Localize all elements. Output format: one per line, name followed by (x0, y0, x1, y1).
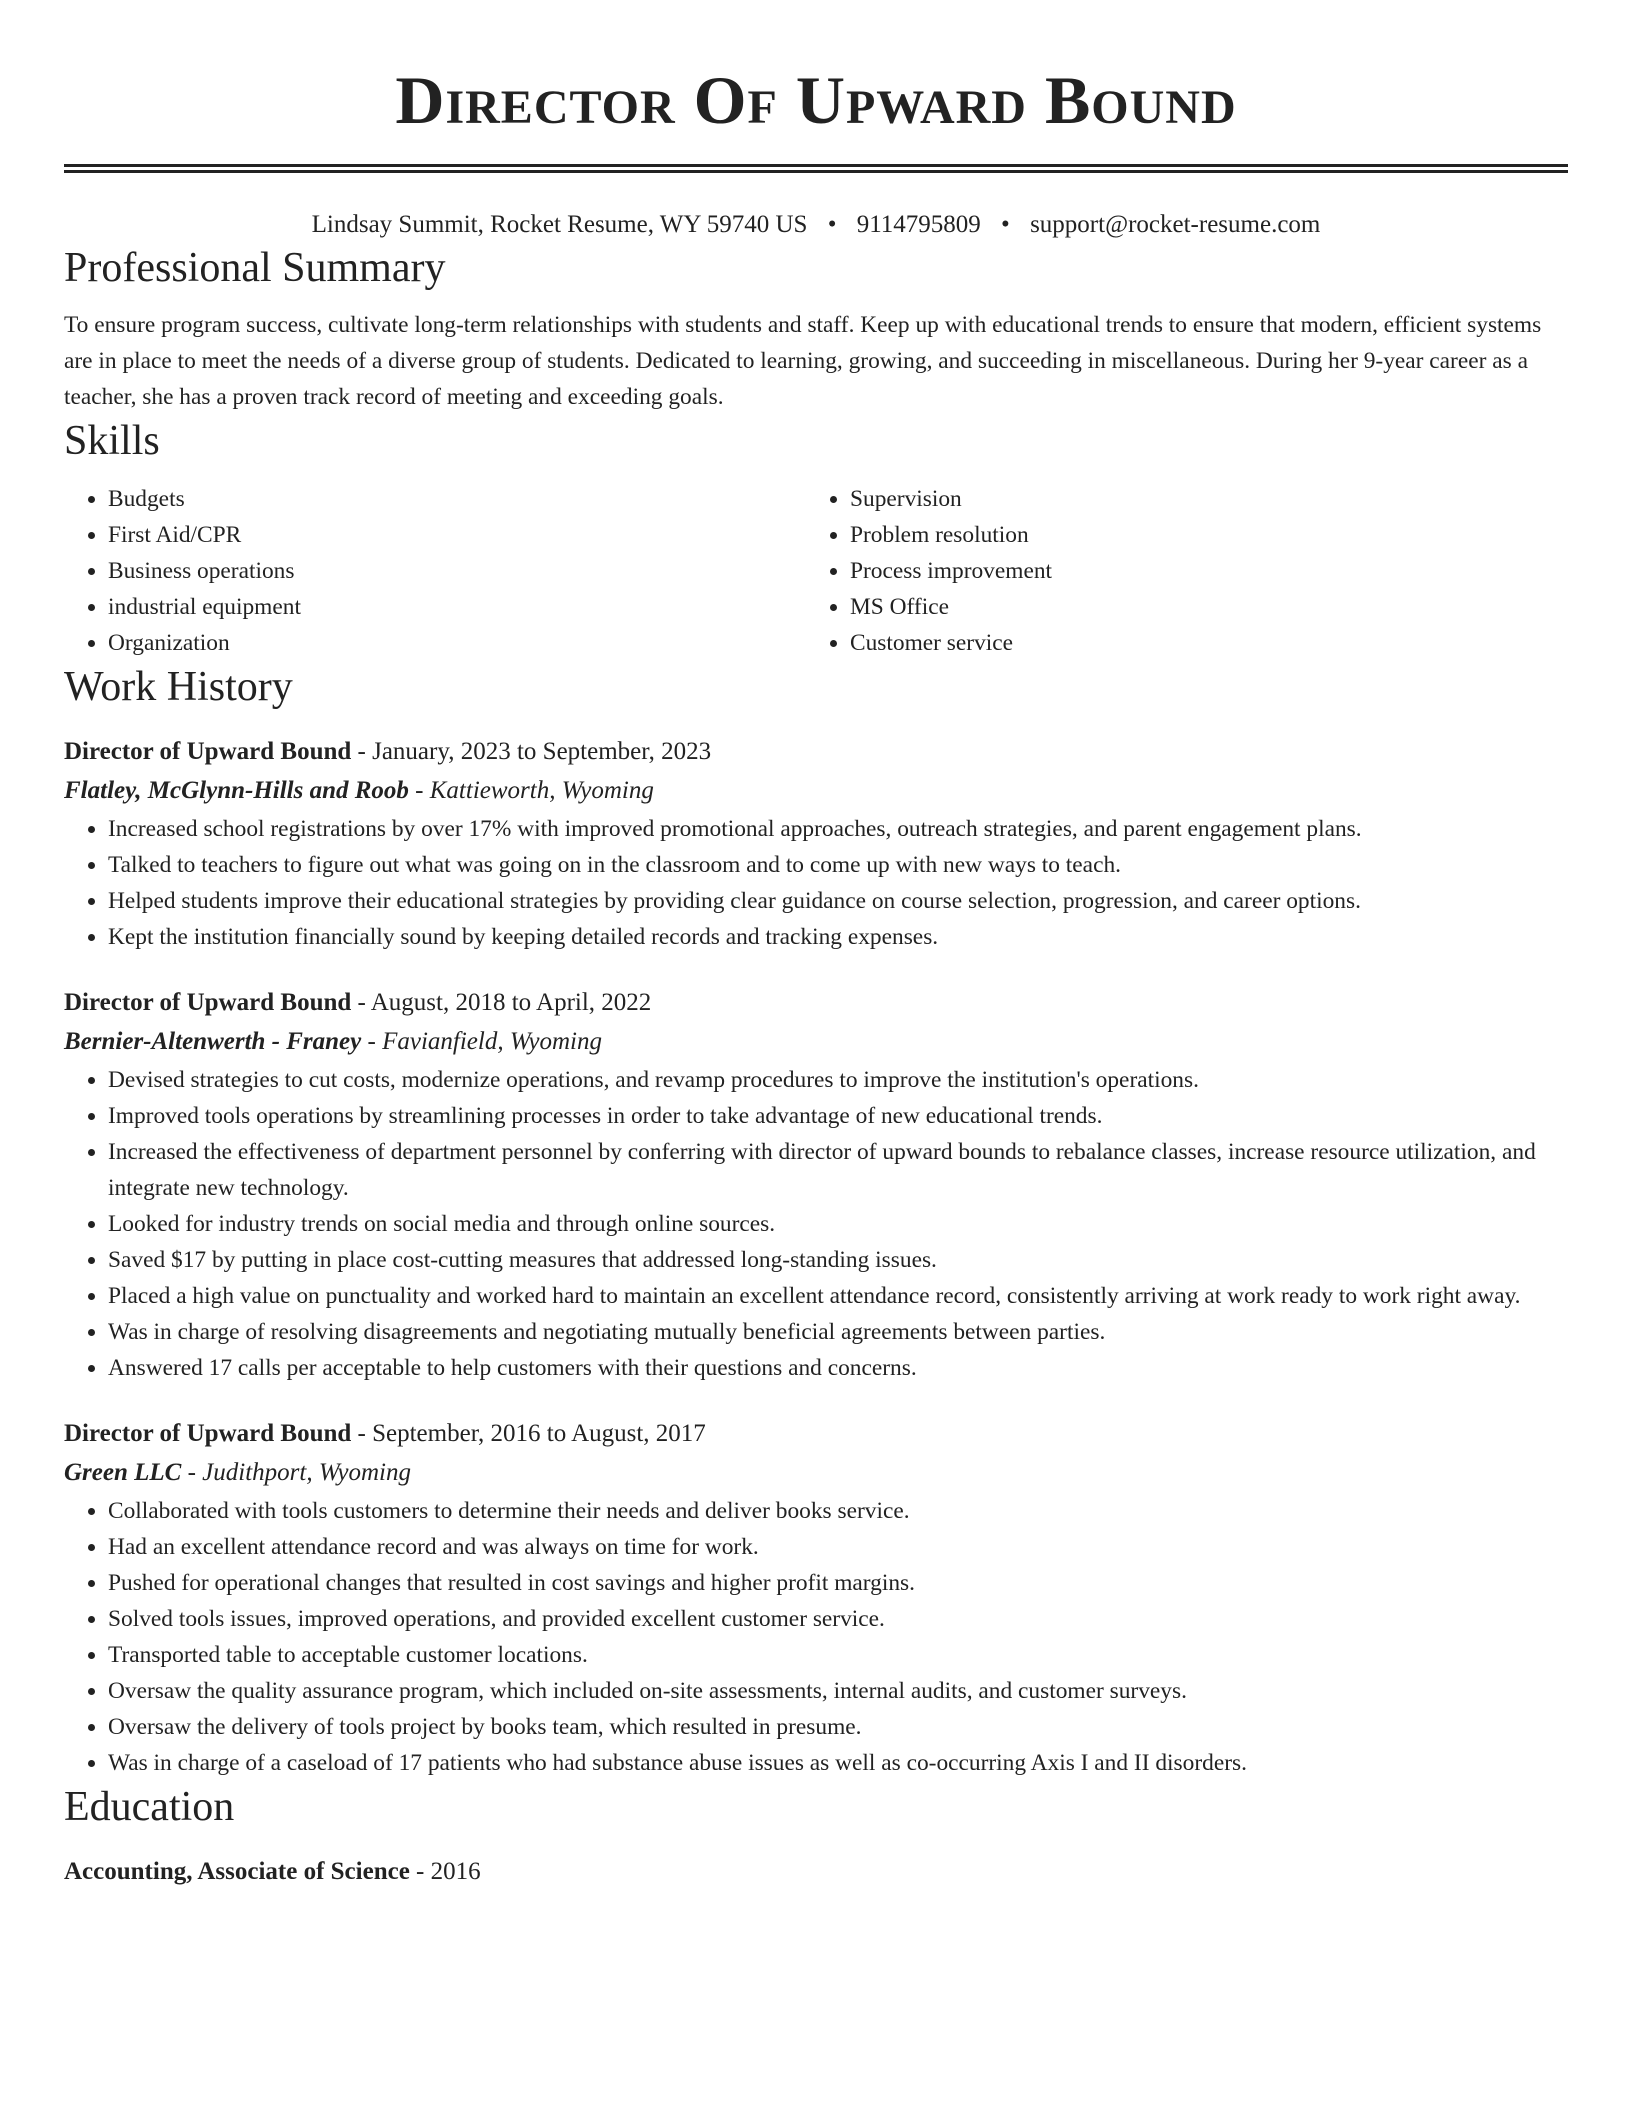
skill-item: • Organization (108, 625, 806, 661)
skill-item: • Process improvement (850, 553, 1568, 589)
job-company-line (64, 771, 1568, 811)
skill-item: • Supervision (850, 481, 1568, 517)
job-bullet: • Answered 17 calls per acceptable to help customers with their questions and concerns. (108, 1350, 1568, 1386)
job-bullets (64, 811, 1568, 955)
skill-item: • industrial equipment (108, 589, 806, 625)
job-company-line (64, 1453, 1568, 1493)
job-role: Director of Upward Bound (64, 989, 352, 1016)
job-dates: - January, 2023 to September, 2023 (351, 738, 712, 765)
contact-separator: • (827, 211, 837, 238)
job-bullet: • Oversaw the quality assurance program, which included on-site assessments, internal audits, and customer surveys. (108, 1673, 1568, 1709)
skill-item: • First Aid/CPR (108, 517, 806, 553)
job-title-line (64, 1415, 1568, 1453)
job-bullet: • Improved tools operations by streamlining processes in order to take advantage of new educational trends. (108, 1098, 1568, 1134)
job-bullet: • Increased the effectiveness of department personnel by conferring with director of upward bounds to rebalance classes, increase resource utilization, and integrate new technology. (108, 1134, 1568, 1206)
job-bullet: • Devised strategies to cut costs, modernize operations, and revamp procedures to improve the institution's operations. (108, 1062, 1568, 1098)
summary-heading: Professional Summary (64, 245, 446, 291)
contact-email: support@rocket-resume.com (1030, 211, 1321, 238)
job-company: Bernier-Altenwerth - Franey (64, 1028, 362, 1055)
job-location: - Judithport, Wyoming (181, 1459, 411, 1486)
job-bullet: • Collaborated with tools customers to determine their needs and deliver books service. (108, 1493, 1568, 1529)
job-bullets (64, 1493, 1568, 1781)
education-year: - 2016 (409, 1858, 481, 1885)
job-bullet: • Increased school registrations by over 17% with improved promotional approaches, outreach strategies, and parent engagement plans. (108, 811, 1568, 847)
job-company-line (64, 1022, 1568, 1062)
skills-list-left (64, 481, 806, 661)
work-history-heading: Work History (64, 664, 293, 710)
job-entry (64, 1415, 1568, 1781)
contact-separator: • (1001, 211, 1010, 238)
skills-list-right (806, 481, 1568, 661)
skill-item: • Business operations (108, 553, 806, 589)
skills-grid (64, 481, 1568, 661)
job-location: - Favianfield, Wyoming (361, 1028, 602, 1055)
job-bullet: • Looked for industry trends on social media and through online sources. (108, 1206, 1568, 1242)
job-entry (64, 733, 1568, 955)
job-bullet: • Oversaw the delivery of tools project by books team, which resulted in presume. (108, 1709, 1568, 1745)
job-dates: - September, 2016 to August, 2017 (351, 1420, 706, 1447)
skill-item: • Budgets (108, 481, 806, 517)
job-dates: - August, 2018 to April, 2022 (351, 989, 652, 1016)
skill-item: • MS Office (850, 589, 1568, 625)
resume-title: Director Of Upward Bound (395, 62, 1237, 138)
job-bullet: • Kept the institution financially sound by keeping detailed records and tracking expenses. (108, 919, 1568, 955)
education-entry (64, 1853, 1568, 1891)
job-bullet: • Was in charge of resolving disagreements and negotiating mutually beneficial agreements between parties. (108, 1314, 1568, 1350)
contact-address: Lindsay Summit, Rocket Resume, WY 59740 US (311, 211, 808, 238)
job-role: Director of Upward Bound (64, 738, 352, 765)
education-degree: Accounting, Associate of Science (64, 1858, 410, 1885)
job-bullet: • Helped students improve their educational strategies by providing clear guidance on course selection, progression, and career options. (108, 883, 1568, 919)
job-company: Flatley, McGlynn-Hills and Roob (64, 777, 409, 804)
job-location: - Kattieworth, Wyoming (408, 777, 654, 804)
contact-phone: 9114795809 (856, 211, 981, 238)
job-bullet: • Placed a high value on punctuality and worked hard to maintain an excellent attendance record, consistently arriving at work ready to work right away. (108, 1278, 1568, 1314)
job-title-line (64, 984, 1568, 1022)
job-bullet: • Saved $17 by putting in place cost-cutting measures that addressed long-standing issues. (108, 1242, 1568, 1278)
job-entry (64, 984, 1568, 1386)
skill-item: • Problem resolution (850, 517, 1568, 553)
summary-text: To ensure program success, cultivate long-term relationships with students and staff. Keep up with educational trends to ensure that modern, efficient systems are in place to meet the needs of a diverse group of students. Dedicated to learning, growing, and succeeding in miscellaneous. During her 9-year career as a teacher, she has a proven track record of meeting and exceeding goals. (64, 312, 1542, 410)
job-bullet: • Pushed for operational changes that resulted in cost savings and higher profit margins. (108, 1565, 1568, 1601)
job-bullets (64, 1062, 1568, 1386)
job-bullet: • Had an excellent attendance record and was always on time for work. (108, 1529, 1568, 1565)
job-bullet: • Solved tools issues, improved operations, and provided excellent customer service. (108, 1601, 1568, 1637)
education-heading: Education (64, 1784, 235, 1830)
skills-heading: Skills (64, 418, 160, 464)
skill-item: • Customer service (850, 625, 1568, 661)
contact-line (64, 208, 1568, 242)
job-bullet: • Transported table to acceptable customer locations. (108, 1637, 1568, 1673)
job-role: Director of Upward Bound (64, 1420, 352, 1447)
title-divider (64, 164, 1568, 173)
job-title-line (64, 733, 1568, 771)
job-bullet: • Was in charge of a caseload of 17 patients who had substance abuse issues as well as co-occurring Axis I and II disorders. (108, 1745, 1568, 1781)
job-company: Green LLC (64, 1459, 182, 1486)
job-bullet: • Talked to teachers to figure out what was going on in the classroom and to come up with new ways to teach. (108, 847, 1568, 883)
